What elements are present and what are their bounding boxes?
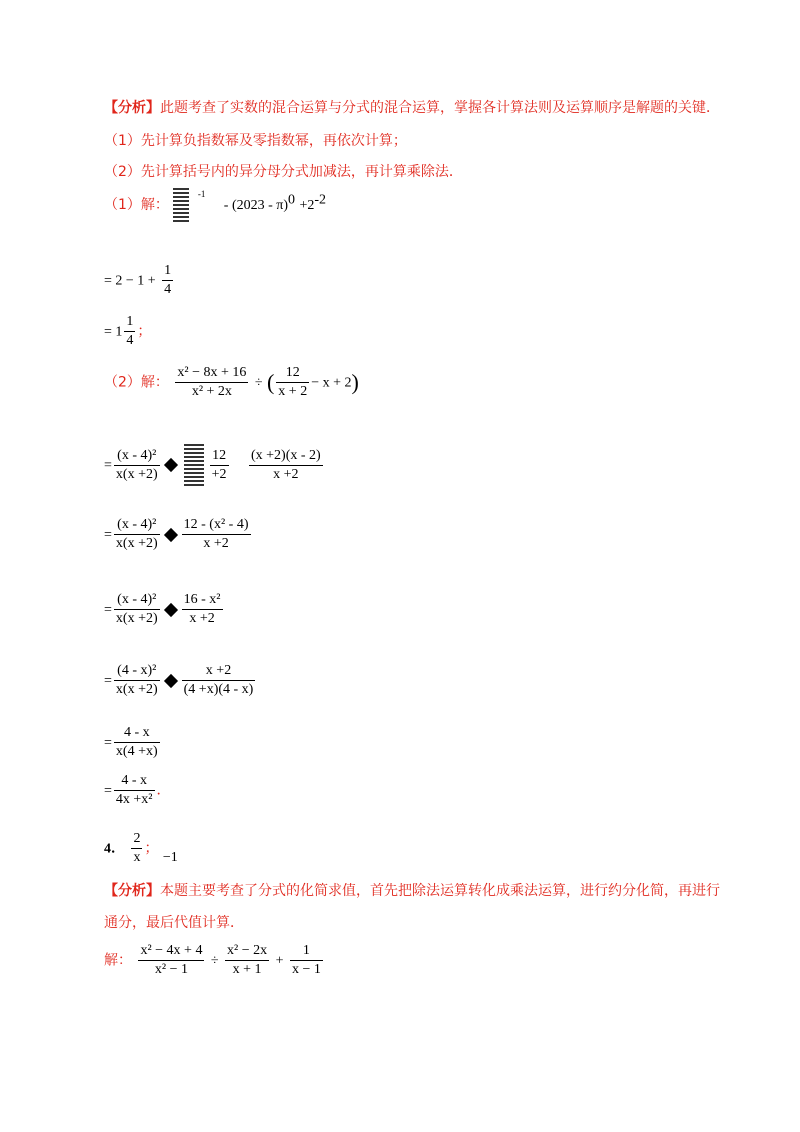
expression-main: - (2023 - π) xyxy=(223,198,288,213)
numerator: (x - 4)² xyxy=(114,447,160,466)
plus-sign: + xyxy=(275,953,284,969)
fraction-s3-right xyxy=(182,591,223,628)
denominator: (4 +x)(4 - x) xyxy=(183,682,254,697)
garbled-glyph xyxy=(173,188,189,222)
division-sign: ÷ xyxy=(210,953,219,969)
numerator: x +2 xyxy=(182,662,256,681)
fraction-one-quarter-mixed xyxy=(124,313,135,350)
separator: ； xyxy=(144,840,159,857)
garbled-glyph xyxy=(184,444,204,486)
denominator: +2 xyxy=(211,466,227,482)
denominator: x(4 +x) xyxy=(115,744,158,759)
garbled-operator xyxy=(164,458,178,472)
fraction-s1-right xyxy=(249,447,323,484)
period: ． xyxy=(156,782,171,799)
solution-2-step-4: = $\frac{\text{(4 - x)²}}{x(x +2)}$ $\frac{x +2}{(4 +x)(4 - x)}$ xyxy=(104,663,254,697)
fraction-one-quarter xyxy=(162,262,173,299)
analysis-1-paragraph xyxy=(104,97,720,117)
question-number: 4． xyxy=(104,841,125,857)
fraction-f2 xyxy=(276,364,309,401)
numerator: 12 - (x² - 4) xyxy=(182,516,251,535)
numerator: (x - 4)² xyxy=(114,591,160,610)
denominator: x(x +2) xyxy=(115,611,158,626)
numerator: 1 xyxy=(124,313,135,332)
fraction-b xyxy=(225,942,269,979)
exponent-neg1: -1 xyxy=(197,189,206,199)
exponent-neg2: -2 xyxy=(314,192,327,208)
numerator: x² − 4x + 4 xyxy=(138,942,204,961)
analysis-2-line-2: 通分，最后代值计算． xyxy=(104,915,244,931)
analysis-tag: 【分析】 xyxy=(104,100,160,116)
solution-2-line-1 xyxy=(104,364,359,401)
garbled-operator xyxy=(164,673,178,687)
denominator: x² + 2x xyxy=(191,384,232,399)
numerator: x² − 2x xyxy=(225,942,269,961)
numerator: x² − 8x + 16 xyxy=(175,364,248,383)
solution-2-step-3: = $\frac{\text{(x - 4)²}}{x(x +2)}$ $\frac{\text{16 - x²}}{x +2}$ xyxy=(104,592,221,626)
line-3-prefix: = 1 xyxy=(104,324,123,340)
numerator: 4 - x xyxy=(114,772,155,791)
numerator: 12 xyxy=(210,447,229,466)
solution-1-line-1 xyxy=(104,188,326,222)
solution-1-line-2 xyxy=(104,262,175,299)
analysis-text-line-1: 本题主要考查了分式的化简求值，首先把除法运算转化成乘法运算，进行约分化简，再进行 xyxy=(160,883,720,899)
fraction-s1-left xyxy=(114,447,160,484)
solution-2-step-2: = $\frac{\text{(x - 4)²}}{x(x +2)}$ $\frac{\text{12 - (x² - 4)}}{x +2}$ xyxy=(104,517,249,551)
exponent-zero: 0 xyxy=(288,192,295,208)
denominator: x +2 xyxy=(189,611,215,626)
numerator: (4 - x)² xyxy=(114,662,160,681)
solution-2-step-6: = $\frac{4 - x}{\text{4x +x²}}$ ． xyxy=(104,773,171,807)
denominator: x(x +2) xyxy=(115,466,158,482)
fraction-s4-left xyxy=(114,662,160,699)
fraction-c xyxy=(290,942,323,979)
numerator: 1 xyxy=(162,262,173,281)
denominator: 4x +x² xyxy=(115,792,153,807)
fraction-a xyxy=(138,942,204,979)
semicolon: ； xyxy=(137,323,152,340)
fraction-f1 xyxy=(175,364,248,401)
fraction-s5 xyxy=(114,724,160,761)
step-2-note: （2）先计算括号内的异分母分式加减法，再计算乘除法． xyxy=(104,164,463,180)
garbled-operator xyxy=(164,602,178,616)
numerator: (x - 4)² xyxy=(114,516,160,535)
fraction-s2-left xyxy=(114,516,160,553)
fraction-s4-right xyxy=(182,662,256,699)
denominator: x + 1 xyxy=(232,962,262,977)
denominator: x + 2 xyxy=(278,384,308,399)
division-sign: ÷ xyxy=(254,375,263,391)
denominator: x − 1 xyxy=(291,962,321,977)
analysis-text: 此题考查了实数的混合运算与分式的混合运算，掌握各计算法则及运算顺序是解题的关键． xyxy=(160,100,720,116)
solution-2-label: （2）解： xyxy=(104,374,169,391)
denominator: x(x +2) xyxy=(115,682,158,697)
paren-open: ( xyxy=(266,369,275,395)
analysis-tag: 【分析】 xyxy=(104,883,160,899)
denominator: x +2 xyxy=(203,536,229,551)
plus-term: +2 xyxy=(299,198,315,213)
denominator: x² − 1 xyxy=(154,962,188,977)
tail-term: − x + 2 xyxy=(311,375,352,391)
question-4-answer xyxy=(104,830,178,867)
solution-1-line-3 xyxy=(104,313,151,350)
denominator: x(x +2) xyxy=(115,536,158,551)
numerator: 2 xyxy=(131,830,142,849)
denominator: 4 xyxy=(164,282,172,297)
denominator: 4 xyxy=(126,333,134,348)
paren-close: ) xyxy=(351,369,359,395)
denominator: x +2 xyxy=(273,466,299,482)
solution-4-label: 解： xyxy=(104,952,132,969)
answer-fraction xyxy=(131,830,142,867)
garbled-operator xyxy=(164,527,178,541)
fraction-s6 xyxy=(114,772,155,809)
numerator: (x +2)(x - 2) xyxy=(249,447,323,466)
fraction-s3-left xyxy=(114,591,160,628)
numerator: 4 - x xyxy=(114,724,160,743)
line-2-prefix: = 2 − 1 + xyxy=(104,273,156,289)
solution-1-label: （1）解： xyxy=(104,197,169,213)
solution-2-step-5: = $\frac{4 - x}{x(4 +x)}$ xyxy=(104,725,158,759)
analysis-2-line-1 xyxy=(104,880,720,900)
solution-4-line-1 xyxy=(104,942,325,979)
numerator: 16 - x² xyxy=(182,591,223,610)
solution-2-step-1: = $\frac{\text{(x - 4)²}}{x(x +2)}$ $\frac{12}{+2}$ $\frac{(x +2)(x - 2)}{x +2}$ xyxy=(104,444,325,486)
answer-value: −1 xyxy=(162,849,178,865)
fraction-s2-right xyxy=(182,516,251,553)
denominator: x xyxy=(133,850,141,865)
step-1-note: （1）先计算负指数幂及零指数幂，再依次计算； xyxy=(104,133,407,149)
numerator: 12 xyxy=(276,364,309,383)
fraction-s1-mid xyxy=(210,447,229,484)
numerator: 1 xyxy=(290,942,323,961)
